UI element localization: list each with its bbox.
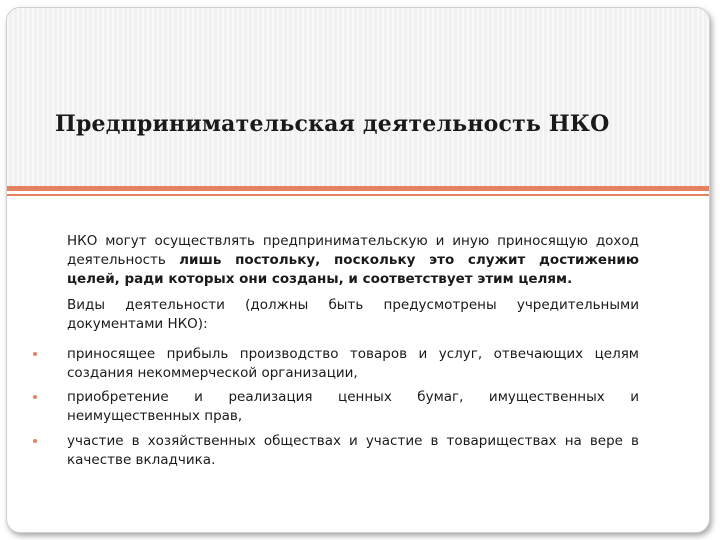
list-item-text: приобретение и реализация ценных бумаг, имущественных и неимущественных прав, <box>67 389 639 424</box>
paragraph-nko-business <box>67 232 639 289</box>
bullet-icon <box>33 439 37 443</box>
bullet-icon <box>33 395 37 399</box>
title-band <box>7 8 709 186</box>
list-item-text: участие в хозяйственных обществах и участие в товариществах на вере в качестве вкладчика. <box>67 433 639 468</box>
slide-body <box>7 196 709 532</box>
paragraph-activity-types: Виды деятельности (должны быть предусмотрены учредительными документами НКО): <box>67 297 639 332</box>
slide <box>6 7 710 533</box>
paragraph-lead-text: НКО могут осуществлять предпринимательскую и иную приносящую доход деятельность <box>67 233 639 268</box>
bullet-icon <box>33 352 37 356</box>
list-item-text: приносящее прибыль производство товаров и услуг, отвечающих целям создания некоммерческой организации, <box>67 346 639 381</box>
slide-title: Предпринимательская деятельность НКО <box>55 111 610 137</box>
accent-divider-thick <box>7 186 709 191</box>
paragraph-bold-text: лишь постольку, поскольку это служит достижению целей, ради которых они созданы, и соответствует этим целям. <box>67 252 639 287</box>
